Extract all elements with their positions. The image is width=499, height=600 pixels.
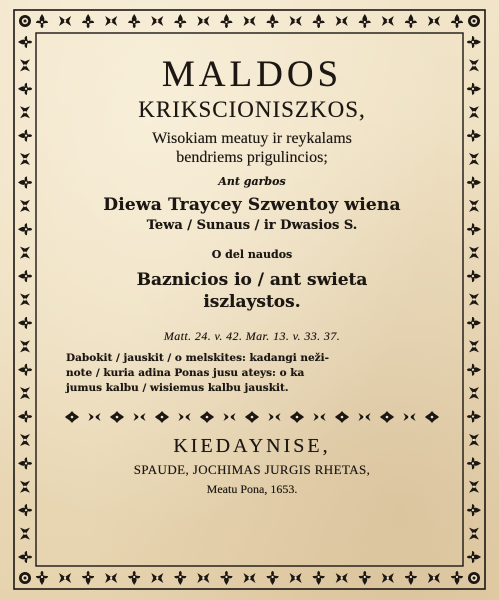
divider-ornament	[179, 413, 191, 421]
border-ornament	[105, 573, 117, 583]
quote-line: Dabokit / jauskit / o melskites: kadangi neži-	[66, 352, 329, 364]
border-ornament	[244, 16, 256, 26]
border-ornament	[128, 571, 140, 585]
border-ornament	[405, 571, 417, 585]
border-ornament	[469, 481, 479, 493]
border-ornament	[313, 571, 325, 585]
title-page-content	[52, 50, 452, 546]
border-ornament	[18, 223, 32, 235]
border-ornament	[451, 571, 463, 585]
divider-ornament	[335, 411, 349, 423]
ornament-divider-graphic	[52, 409, 452, 425]
border-ornament	[59, 16, 71, 26]
divider-ornament	[425, 411, 439, 423]
border-ornament	[469, 387, 479, 399]
border-ornament	[20, 340, 30, 352]
border-ornament	[105, 16, 117, 26]
dedication-line-2: Tewa / Sunaus / ir Dwasios S.	[146, 218, 358, 233]
border-ornament	[18, 270, 32, 282]
border-bottom-ornaments	[36, 571, 463, 585]
border-ornament	[359, 14, 371, 28]
divider-ornament	[290, 411, 304, 423]
border-ornament	[18, 364, 32, 376]
border-ornament	[20, 200, 30, 212]
divider-ornament	[155, 411, 169, 423]
border-ornament	[469, 247, 479, 259]
border-ornament	[128, 14, 140, 28]
title: MALDOS	[161, 54, 343, 95]
border-ornament	[20, 59, 30, 71]
border-right-ornaments	[467, 36, 481, 563]
border-ornament	[18, 411, 32, 423]
border-ornament	[174, 14, 186, 28]
border-ornament	[469, 106, 479, 118]
border-ornament	[451, 14, 463, 28]
imprint-printer: SPAUDE, JOCHIMAS JURGIS RHETAS,	[133, 462, 371, 477]
border-ornament	[313, 14, 325, 28]
border-ornament	[244, 573, 256, 583]
purpose-line-2: iszlaystos.	[203, 292, 301, 312]
divider-ornament	[134, 413, 146, 421]
border-ornament	[467, 317, 481, 329]
border-ornament	[467, 457, 481, 469]
border-ornament	[469, 434, 479, 446]
border-ornament	[405, 14, 417, 28]
border-ornament	[467, 411, 481, 423]
purpose-line-1: Baznicios io / ant swieta	[136, 270, 368, 290]
border-ornament	[467, 270, 481, 282]
border-ornament	[220, 14, 232, 28]
divider-ornament	[200, 411, 214, 423]
border-ornament	[428, 573, 440, 583]
border-ornament	[197, 16, 209, 26]
subtitle: KRIKSCIONISZKOS,	[138, 97, 366, 122]
border-ornament	[20, 387, 30, 399]
border-ornament	[18, 551, 32, 563]
border-ornament	[36, 14, 48, 28]
ornament-divider	[52, 409, 452, 425]
border-ornament	[20, 481, 30, 493]
border-ornament	[467, 223, 481, 235]
border-ornament	[197, 573, 209, 583]
dedication-intro: Ant garbos	[218, 175, 286, 188]
border-ornament	[336, 573, 348, 583]
border-left-ornaments	[18, 36, 32, 563]
border-ornament	[267, 14, 279, 28]
border-ornament	[20, 294, 30, 306]
border-ornament	[18, 317, 32, 329]
quote-line: note / kuria adina Ponas jusu ateys: o ka	[66, 367, 305, 379]
border-ornament	[20, 106, 30, 118]
divider-ornament	[89, 413, 101, 421]
border-ornament	[267, 571, 279, 585]
divider-ornament	[359, 413, 371, 421]
border-top-ornaments	[36, 14, 463, 28]
imprint-year: Meatu Pona, 1653.	[206, 482, 298, 496]
scripture-quote	[52, 351, 452, 396]
border-ornament	[467, 176, 481, 188]
border-ornament	[36, 571, 48, 585]
divider-ornament	[314, 413, 326, 421]
subtitle-line-3: Wisokiam meatuy ir reykalams	[152, 130, 352, 147]
border-ornament	[469, 59, 479, 71]
border-ornament	[469, 340, 479, 352]
border-ornament	[18, 176, 32, 188]
border-ornament	[469, 294, 479, 306]
border-ornament	[220, 571, 232, 585]
border-ornament	[469, 200, 479, 212]
border-ornament	[18, 36, 32, 48]
border-ornament	[382, 16, 394, 26]
divider-ornament	[380, 411, 394, 423]
border-ornament	[290, 573, 302, 583]
border-ornament	[467, 130, 481, 142]
border-ornament	[18, 130, 32, 142]
scripture-reference: Matt. 24. v. 42. Mar. 13. v. 33. 37.	[163, 329, 341, 343]
border-ornament	[382, 573, 394, 583]
border-ornament	[82, 571, 94, 585]
divider-ornament	[269, 413, 281, 421]
divider-ornament	[65, 411, 79, 423]
divider-ornament	[224, 413, 236, 421]
quote-line: jumus kalbu / wisiemus kalbu jauskit.	[66, 382, 289, 394]
border-ornament	[20, 153, 30, 165]
border-ornament	[469, 528, 479, 540]
subtitle-line-4: bendriems prigulincios;	[176, 149, 328, 166]
border-ornament	[467, 36, 481, 48]
border-ornament	[359, 571, 371, 585]
divider-ornament	[245, 411, 259, 423]
border-ornament	[336, 16, 348, 26]
border-ornament	[18, 457, 32, 469]
border-ornament	[151, 573, 163, 583]
border-ornament	[467, 504, 481, 516]
border-ornament	[20, 434, 30, 446]
border-ornament	[469, 153, 479, 165]
divider-ornament	[110, 411, 124, 423]
border-ornament	[467, 83, 481, 95]
border-ornament	[290, 16, 302, 26]
divider-ornament	[404, 413, 416, 421]
purpose-intro: O del naudos	[211, 248, 293, 261]
border-ornament	[82, 14, 94, 28]
border-ornament	[18, 83, 32, 95]
border-ornament	[174, 571, 186, 585]
border-ornament	[428, 16, 440, 26]
imprint-place: KIEDAYNISE,	[173, 435, 331, 457]
border-ornament	[467, 364, 481, 376]
border-ornament	[467, 551, 481, 563]
dedication-line-1: Diewa Traycey Szwentoy wiena	[103, 195, 401, 215]
border-ornament	[151, 16, 163, 26]
border-ornament	[59, 573, 71, 583]
border-ornament	[20, 247, 30, 259]
border-ornament	[20, 528, 30, 540]
border-ornament	[18, 504, 32, 516]
